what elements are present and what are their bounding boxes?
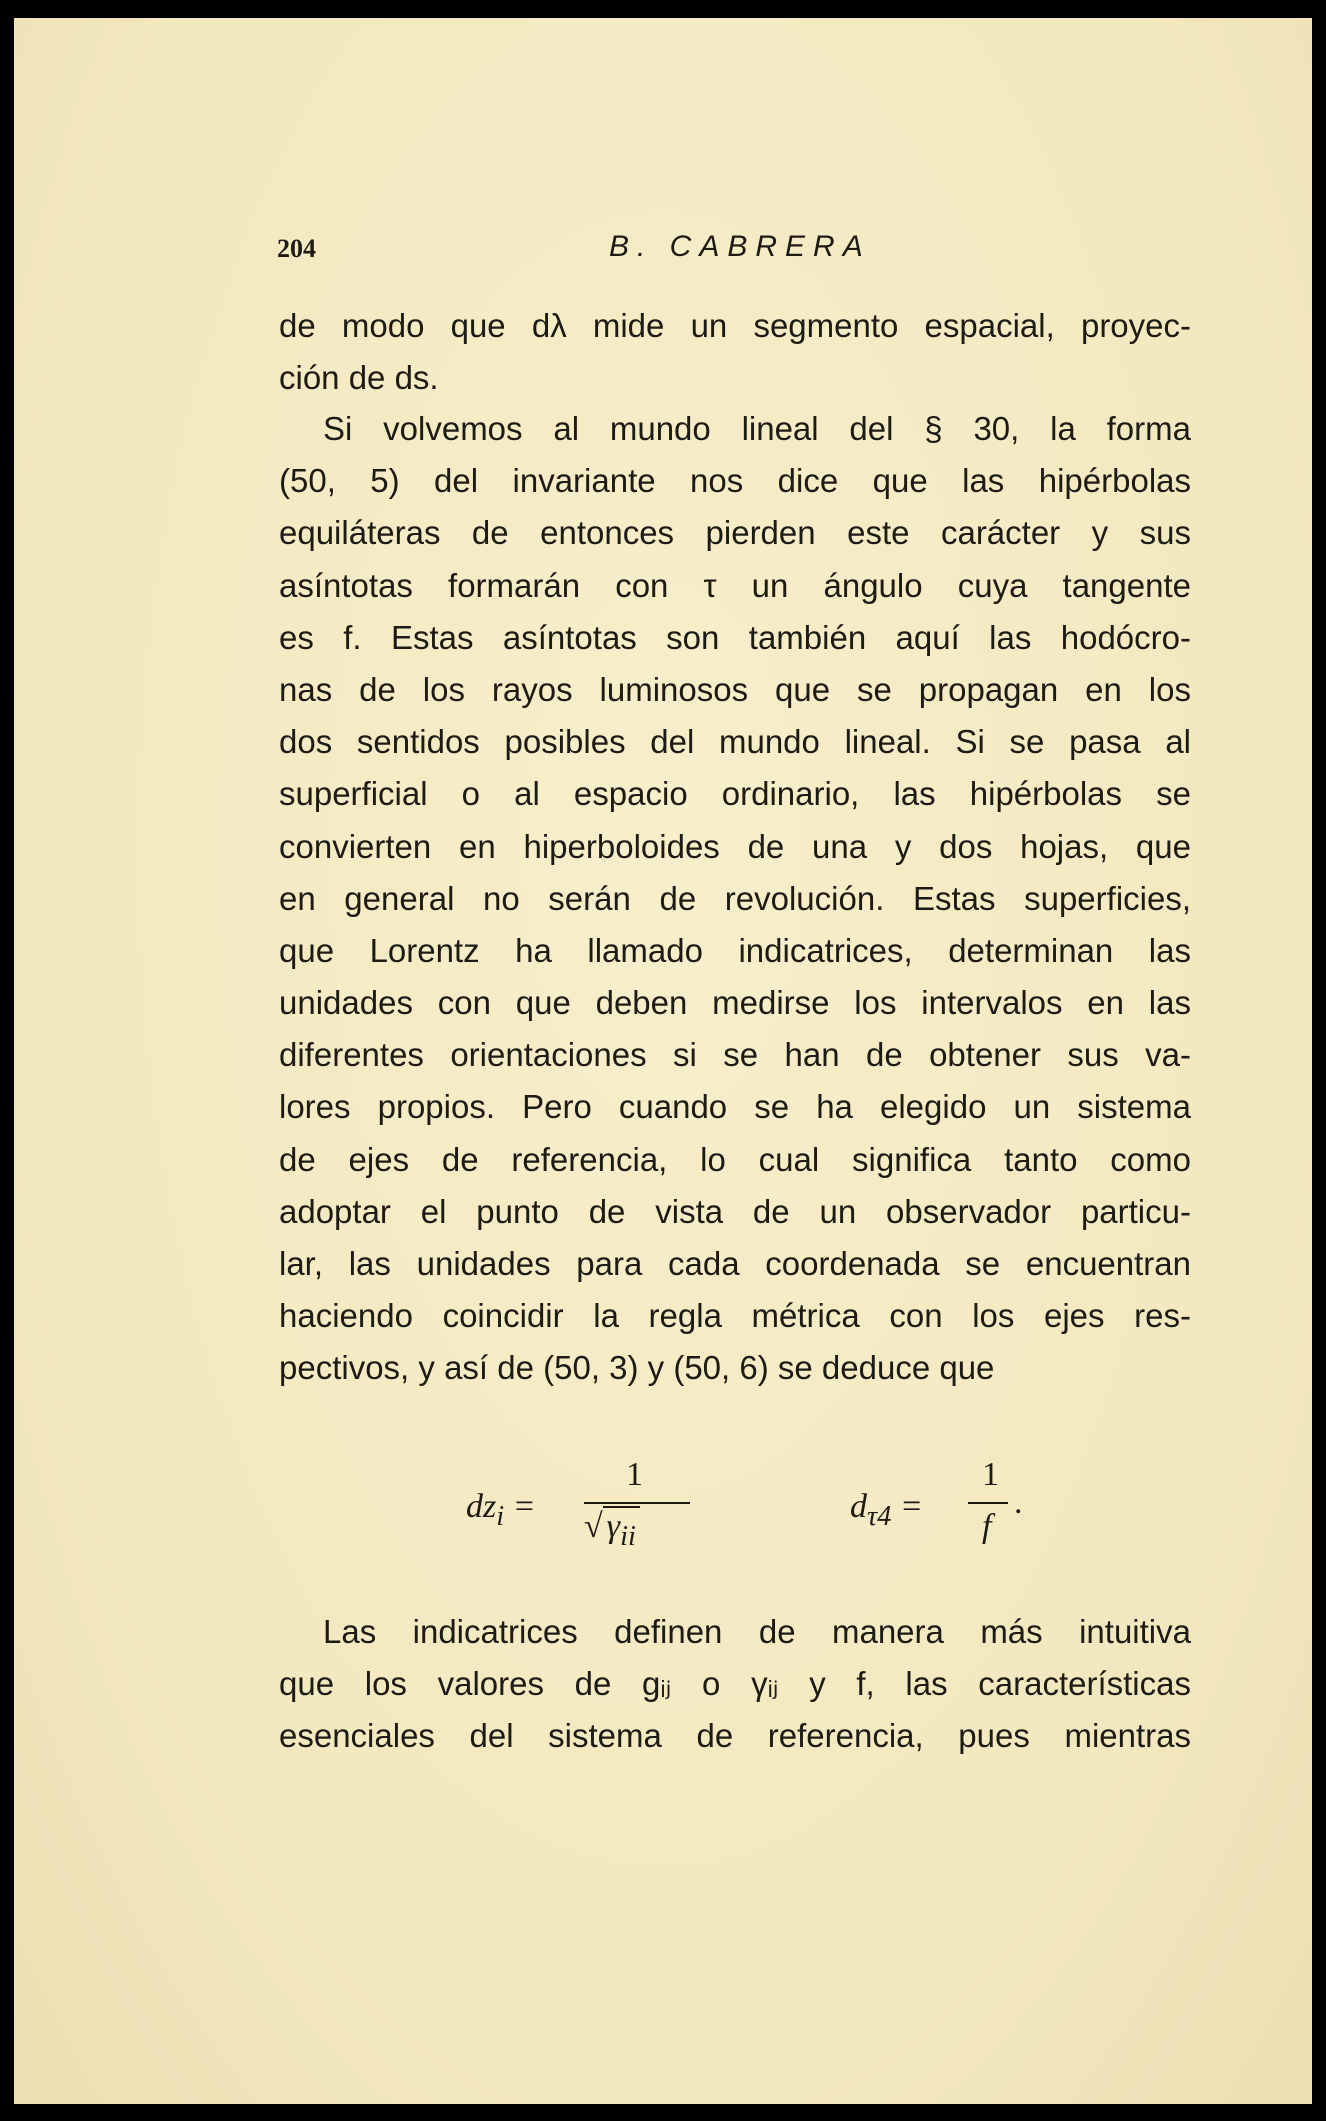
text-line: pectivos, y así de (50, 3) y (50, 6) se deduce que (279, 1349, 995, 1387)
text-line: dos sentidos posibles del mundo lineal. Si se pasa al (279, 723, 1191, 761)
page-number: 204 (277, 234, 316, 263)
text-line: ción de ds. (279, 359, 439, 397)
text-line: haciendo coincidir la regla métrica con los ejes res- (279, 1297, 1191, 1335)
text-line: unidades con que deben medirse los intervalos en las (279, 984, 1191, 1022)
text-line: lar, las unidades para cada coordenada se encuentran (279, 1245, 1191, 1282)
fraction-numerator: 1 (982, 1456, 999, 1493)
equation-lhs-1: $dz_i$ = (466, 1488, 536, 1532)
text-line: convierten en hiperboloides de una y dos hojas, que (279, 827, 1191, 865)
text-line: (50, 5) del invariante nos dice que las hipérbolas (279, 462, 1191, 500)
text-line: equiláteras de entonces pierden este carácter y sus (279, 514, 1191, 552)
equation-lhs-2: $d_{\tau 4}$ = (850, 1488, 923, 1532)
running-header (277, 230, 1177, 270)
text-line: en general no serán de revolución. Estas superficies, (279, 879, 1191, 917)
text-line: lores propios. Pero cuando se ha elegido un sistema (279, 1088, 1191, 1126)
text-line: que los valores de gᵢⱼ o γᵢⱼ y f, las características (279, 1665, 1191, 1703)
paragraph-3 (279, 1606, 1191, 1763)
text-line: de ejes de referencia, lo cual significa tanto como (279, 1140, 1191, 1178)
book-page (14, 18, 1312, 2104)
text-line: que Lorentz ha llamado indicatrices, determinan las (279, 931, 1191, 969)
text-line: esenciales del sistema de referencia, pues mientras (279, 1717, 1191, 1755)
fraction-bar (968, 1502, 1008, 1504)
fraction-denominator: f (982, 1508, 992, 1545)
text-line: diferentes orientaciones si se han de obtener sus va- (279, 1036, 1191, 1074)
text-line: de modo que dλ mide un segmento espacial, proyec- (279, 307, 1191, 344)
text-line: es f. Estas asíntotas son también aquí las hodócro- (279, 618, 1191, 656)
fraction-numerator: 1 (626, 1456, 643, 1493)
text-line: Si volvemos al mundo lineal del § 30, la forma (323, 410, 1191, 447)
text-line: asíntotas formarán con τ un ángulo cuya tangente (279, 566, 1191, 604)
period: . (1014, 1484, 1023, 1521)
text-line: nas de los rayos luminosos que se propagan en los (279, 670, 1191, 708)
fraction-denominator: √ $\gamma_{ii}$ (584, 1508, 640, 1553)
text-line: adoptar el punto de vista de un observador particu- (279, 1192, 1191, 1230)
paragraph-1 (279, 300, 1191, 404)
text-line: superficial o al espacio ordinario, las hipérbolas se (279, 775, 1191, 813)
author-name: B. CABRERA (609, 230, 871, 263)
fraction-bar (584, 1502, 690, 1504)
equation (454, 1456, 1154, 1576)
text-line: Las indicatrices definen de manera más intuitiva (323, 1613, 1191, 1650)
paragraph-2 (279, 403, 1191, 1395)
